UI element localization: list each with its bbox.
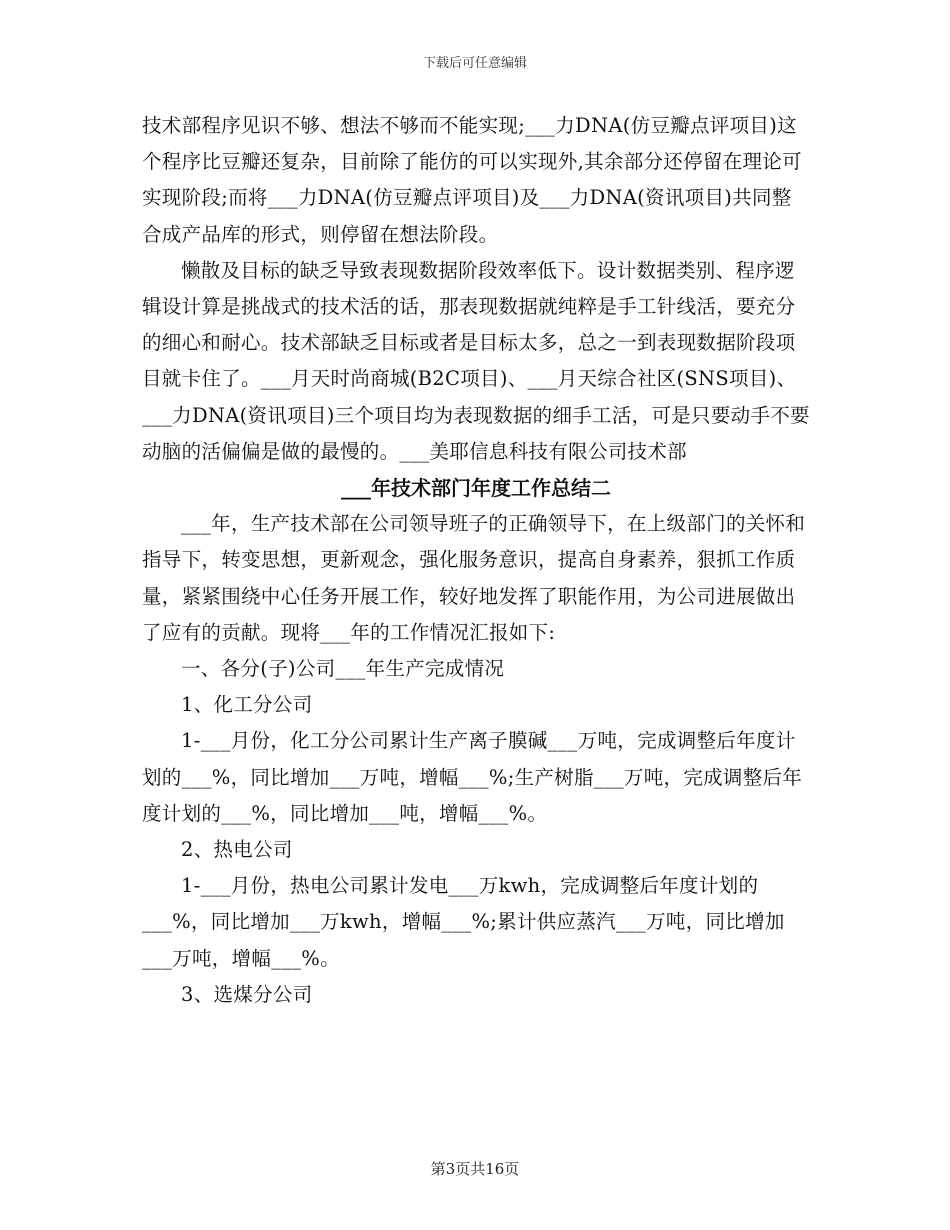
subheading-coal: 3、选煤分公司: [181, 982, 313, 1006]
page-header: 下载后可任意编辑: [422, 56, 527, 71]
paragraph-1: 技术部程序见识不够、想法不够而不能实现;___力DNA(仿豆瓣点评项目)这个程序比豆瓣还复杂，目前除了能仿的可以实现外,其余部分还停留在理论可实现阶段;而将___力DNA(仿豆瓣点评项目)及___力DNA(资讯项目)共同整合成产品库的形式，则停留在想法阶段。: [142, 114, 802, 246]
subheading-chemical: 1、化工分公司: [181, 693, 313, 717]
subheading-thermal: 2、热电公司: [181, 838, 293, 862]
section-title: ___年技术部门年度工作总结二: [341, 476, 611, 501]
heading-1: 一、各分(子)公司___年生产完成情况: [181, 657, 505, 681]
paragraph-3: ___年，生产技术部在公司领导班子的正确领导下，在上级部门的关怀和指导下，转变思想，更新观念，强化服务意识，提高自身素养，狠抓工作质量，紧紧围绕中心任务开展工作，较好地发挥了职能作用，为公司进展做出了应有的贡献。现将___年的工作情况汇报如下:: [142, 512, 806, 644]
paragraph-thermal: 1-___月份，热电公司累计发电___万kwh，完成调整后年度计划的___%，同比增加___万kwh，增幅___%;累计供应蒸汽___万吨，同比增加___万吨，增幅___%。: [142, 874, 785, 970]
page-footer: 第3页共16页: [430, 1160, 520, 1178]
document-body: [142, 108, 810, 1013]
paragraph-chemical: 1-___月份，化工分公司累计生产离子膜碱___万吨，完成调整后年度计划的___%，同比增加___万吨，增幅___%;生产树脂___万吨，完成调整后年度计划的___%，同比增加___吨，增幅___%。: [142, 729, 803, 825]
paragraph-2: 懒散及目标的缺乏导致表现数据阶段效率低下。设计数据类别、程序逻辑设计算是挑战式的技术活的话，那表现数据就纯粹是手工针线活，要充分的细心和耐心。技术部缺乏目标或者是目标太多，总之一到表现数据阶段项目就卡住了。___月天时尚商城(B2C项目)、___月天综合社区(SNS项目)、___力DNA(资讯项目)三个项目均为表现数据的细手工活，可是只要动手不要动脑的活偏偏是做的最慢的。___美耶信息科技有限公司技术部: [142, 258, 810, 463]
